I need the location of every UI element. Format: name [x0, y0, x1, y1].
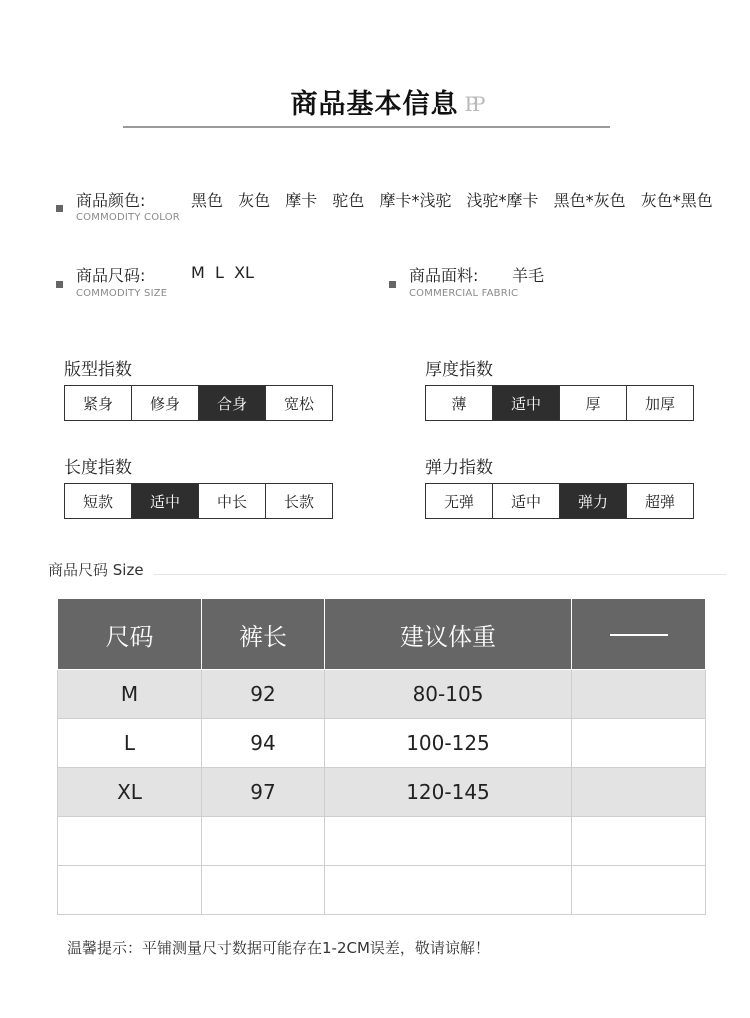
table-cell [325, 866, 572, 915]
table-row [58, 670, 706, 719]
fabric-label: 商品面料: [409, 266, 479, 285]
size-value: M L XL [191, 263, 254, 282]
table-header-row [58, 599, 706, 670]
table-row [58, 866, 706, 915]
fit-index-selector [64, 385, 333, 421]
size-label: 商品尺码: [76, 266, 146, 285]
size-label-en: COMMODITY SIZE [76, 288, 168, 299]
color-value: 驼色 [332, 191, 365, 210]
size-table [57, 598, 706, 915]
elasticity-option: 适中 [492, 484, 559, 518]
table-row [58, 817, 706, 866]
table-cell: L [58, 719, 202, 768]
measurement-note: 温馨提示：平铺测量尺寸数据可能存在1-2CM误差，敬请谅解！ [67, 939, 490, 957]
column-header: 尺码 [58, 599, 202, 670]
thickness-index-selector [425, 385, 694, 421]
fit-option: 宽松 [265, 386, 332, 420]
brand-logo: PP [464, 92, 480, 116]
table-cell: 120-145 [325, 768, 572, 817]
thickness-option: 加厚 [626, 386, 693, 420]
color-label: 商品颜色: [76, 191, 146, 210]
elasticity-option: 无弹 [443, 492, 474, 511]
column-header: 建议体重 [325, 599, 572, 670]
page-title [0, 82, 750, 121]
thickness-option: 薄 [451, 394, 467, 413]
table-cell [572, 670, 706, 719]
color-value: 浅驼*摩卡 [466, 191, 539, 210]
table-cell: M [58, 670, 202, 719]
table-cell [572, 719, 706, 768]
color-values [191, 188, 713, 211]
table-cell [572, 768, 706, 817]
length-option: 中长 [198, 484, 265, 518]
fabric-label-en: COMMERCIAL FABRIC [409, 288, 519, 299]
color-value: 黑色 [191, 191, 224, 210]
thickness-option: 厚 [559, 386, 626, 420]
size-chart-heading: 商品尺码 Size [48, 561, 144, 579]
fabric-value: 羊毛 [512, 266, 545, 285]
color-value: 摩卡 [285, 191, 318, 210]
thickness-option: 适中 [492, 386, 559, 420]
fit-option: 合身 [198, 386, 265, 420]
table-row [58, 768, 706, 817]
fit-option: 紧身 [82, 394, 113, 413]
table-cell [58, 866, 202, 915]
table-cell [325, 817, 572, 866]
color-value: 灰色*黑色 [640, 191, 713, 210]
elasticity-option: 超弹 [626, 484, 693, 518]
length-index-title: 长度指数 [64, 458, 132, 478]
fit-option: 修身 [131, 386, 198, 420]
column-header-dash [572, 599, 706, 670]
table-cell: XL [58, 768, 202, 817]
bullet-icon [56, 281, 63, 288]
elasticity-option: 弹力 [559, 484, 626, 518]
fit-index-title: 版型指数 [64, 360, 132, 380]
color-value: 摩卡*浅驼 [379, 191, 452, 210]
length-option: 适中 [131, 484, 198, 518]
table-cell [202, 866, 325, 915]
length-option: 长款 [265, 484, 332, 518]
column-header: 裤长 [202, 599, 325, 670]
bullet-icon [56, 205, 63, 212]
length-index-selector [64, 483, 333, 519]
table-cell: 94 [202, 719, 325, 768]
size-chart-divider [154, 574, 726, 575]
color-label-en: COMMODITY COLOR [76, 212, 180, 223]
table-row [58, 719, 706, 768]
color-value: 灰色 [238, 191, 271, 210]
table-cell [572, 817, 706, 866]
table-cell: 100-125 [325, 719, 572, 768]
title-divider [123, 126, 610, 128]
table-cell [202, 817, 325, 866]
table-cell [58, 817, 202, 866]
table-cell: 92 [202, 670, 325, 719]
bullet-icon [389, 281, 396, 288]
elasticity-index-title: 弹力指数 [425, 458, 493, 478]
table-cell: 97 [202, 768, 325, 817]
color-value: 黑色*灰色 [553, 191, 626, 210]
thickness-index-title: 厚度指数 [425, 360, 493, 380]
page-title-text: 商品基本信息 [290, 89, 459, 120]
dash-icon [610, 634, 668, 636]
elasticity-index-selector [425, 483, 694, 519]
table-cell: 80-105 [325, 670, 572, 719]
table-cell [572, 866, 706, 915]
length-option: 短款 [82, 492, 113, 511]
